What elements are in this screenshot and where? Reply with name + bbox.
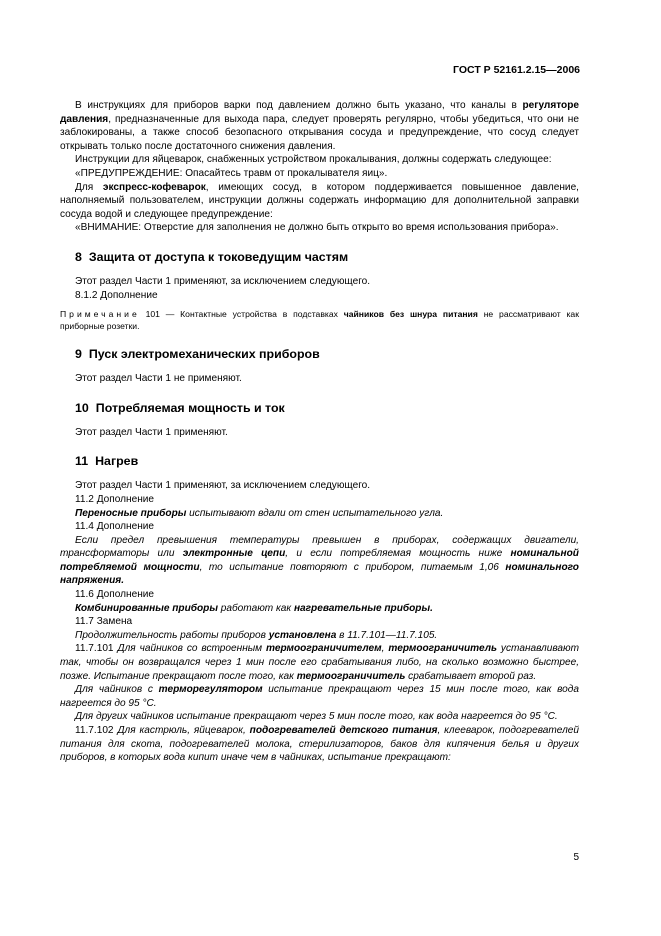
section-number: 10 bbox=[75, 400, 89, 415]
paragraph: Для чайников с терморегулятором испытание прекращают через 15 мин после того, как вода нагреется до 95 °С. bbox=[60, 684, 579, 709]
section-title: Защита от доступа к токоведущим частям bbox=[88, 249, 349, 264]
page-body bbox=[60, 99, 579, 765]
clause-heading: 11.7 Замена bbox=[75, 616, 133, 628]
section-number: 9 bbox=[75, 347, 82, 362]
clause-11-7-101: 11.7.101 Для чайников со встроенным термоограничителем, термоограничитель устанавливают так, чтобы он возвращался через 1 мин после его срабатывания либо, на сколько возможно быстрее, позже. Испытание прекращают после того, как термоограничитель срабатывает второй раз. bbox=[60, 643, 580, 682]
paragraph: Этот раздел Части 1 применяют, за исключением следующего. bbox=[75, 275, 371, 287]
section-number: 11 bbox=[75, 454, 89, 469]
section-number: 8 bbox=[75, 249, 82, 264]
paragraph: Если предел превышения температуры превышен в приборах, содержащих двигатели, трансформаторы или электронные цепи, и если потребляемая мощность ниже номинальной потребляемой мощности, то испытание повторяют с прибором, питаемым 1,06 номинального напряжения. bbox=[60, 534, 579, 587]
section-title: Нагрев bbox=[95, 454, 139, 469]
section-title: Потребляемая мощность и ток bbox=[95, 400, 285, 415]
clause-heading: 8.1.2 Дополнение bbox=[75, 289, 158, 301]
page-number: 5 bbox=[573, 852, 579, 863]
section-title: Пуск электромеханических приборов bbox=[88, 347, 320, 362]
document-id: ГОСТ Р 52161.2.15—2006 bbox=[453, 64, 580, 76]
paragraph: Продолжительность работы приборов установлена в 11.7.101—11.7.105. bbox=[75, 629, 438, 641]
clause-11-7-102: 11.7.102 Для кастрюль, яйцеварок, подогревателей детского питания, клееварок, подогревателей питания для скота, подогревателей молока, стерилизаторов, баков для кипячения белья и других приборов, в которых вода кипит иначе чем в чайниках, испытание прекращают: bbox=[60, 725, 579, 764]
clause-heading: 11.6 Дополнение bbox=[75, 589, 155, 601]
note-text: 101 — Контактные устройства в подставках чайников без шнура питания не рассматривают как приборные розетки. bbox=[60, 309, 579, 332]
paragraph: Для экспресс-кофеварок, имеющих сосуд, в котором поддерживается повышенное давление, наполняемый пользователем, инструкции должны содержать информацию для дополнительной заправки сосуда водой и следующее предупреждение: bbox=[60, 181, 579, 220]
section-10-heading bbox=[60, 400, 579, 416]
paragraph: Этот раздел Части 1 применяют, за исключением следующего. bbox=[75, 480, 371, 492]
paragraph: Этот раздел Части 1 не применяют. bbox=[75, 373, 242, 385]
paragraph: Комбинированные приборы работают как нагревательные приборы. bbox=[75, 602, 433, 614]
note bbox=[60, 308, 579, 332]
note-label: Примечание bbox=[60, 309, 140, 320]
clause-heading: 11.2 Дополнение bbox=[75, 493, 155, 505]
paragraph: В инструкциях для приборов варки под давлением должно быть указано, что каналы в регуляторе давления, предназначенные для выхода пара, следует проверять регулярно, чтобы убедиться, что они не заблокированы, а также способ безопасного открывания сосуда и предупреждение, что сосуд следует открывать только после достаточного снижения давления. bbox=[60, 100, 579, 152]
section-11-heading bbox=[60, 453, 579, 469]
clause-heading: 11.4 Дополнение bbox=[75, 521, 155, 533]
paragraph: «ПРЕДУПРЕЖДЕНИЕ: Опасайтесь травм от прокалывателя яиц». bbox=[75, 167, 388, 179]
paragraph: Инструкции для яйцеварок, снабженных устройством прокалывания, должны содержать следующее: bbox=[75, 154, 552, 166]
paragraph: Переносные приборы испытывают вдали от стен испытательного угла. bbox=[75, 507, 444, 519]
section-9-heading bbox=[60, 346, 579, 362]
paragraph: «ВНИМАНИЕ: Отверстие для заполнения не должно быть открыто во время использования прибора». bbox=[75, 222, 559, 234]
paragraph: Для других чайников испытание прекращают через 5 мин после того, как вода нагреется до 95 °С. bbox=[75, 711, 558, 723]
section-8-heading bbox=[60, 249, 579, 265]
paragraph: Этот раздел Части 1 применяют. bbox=[75, 426, 228, 438]
